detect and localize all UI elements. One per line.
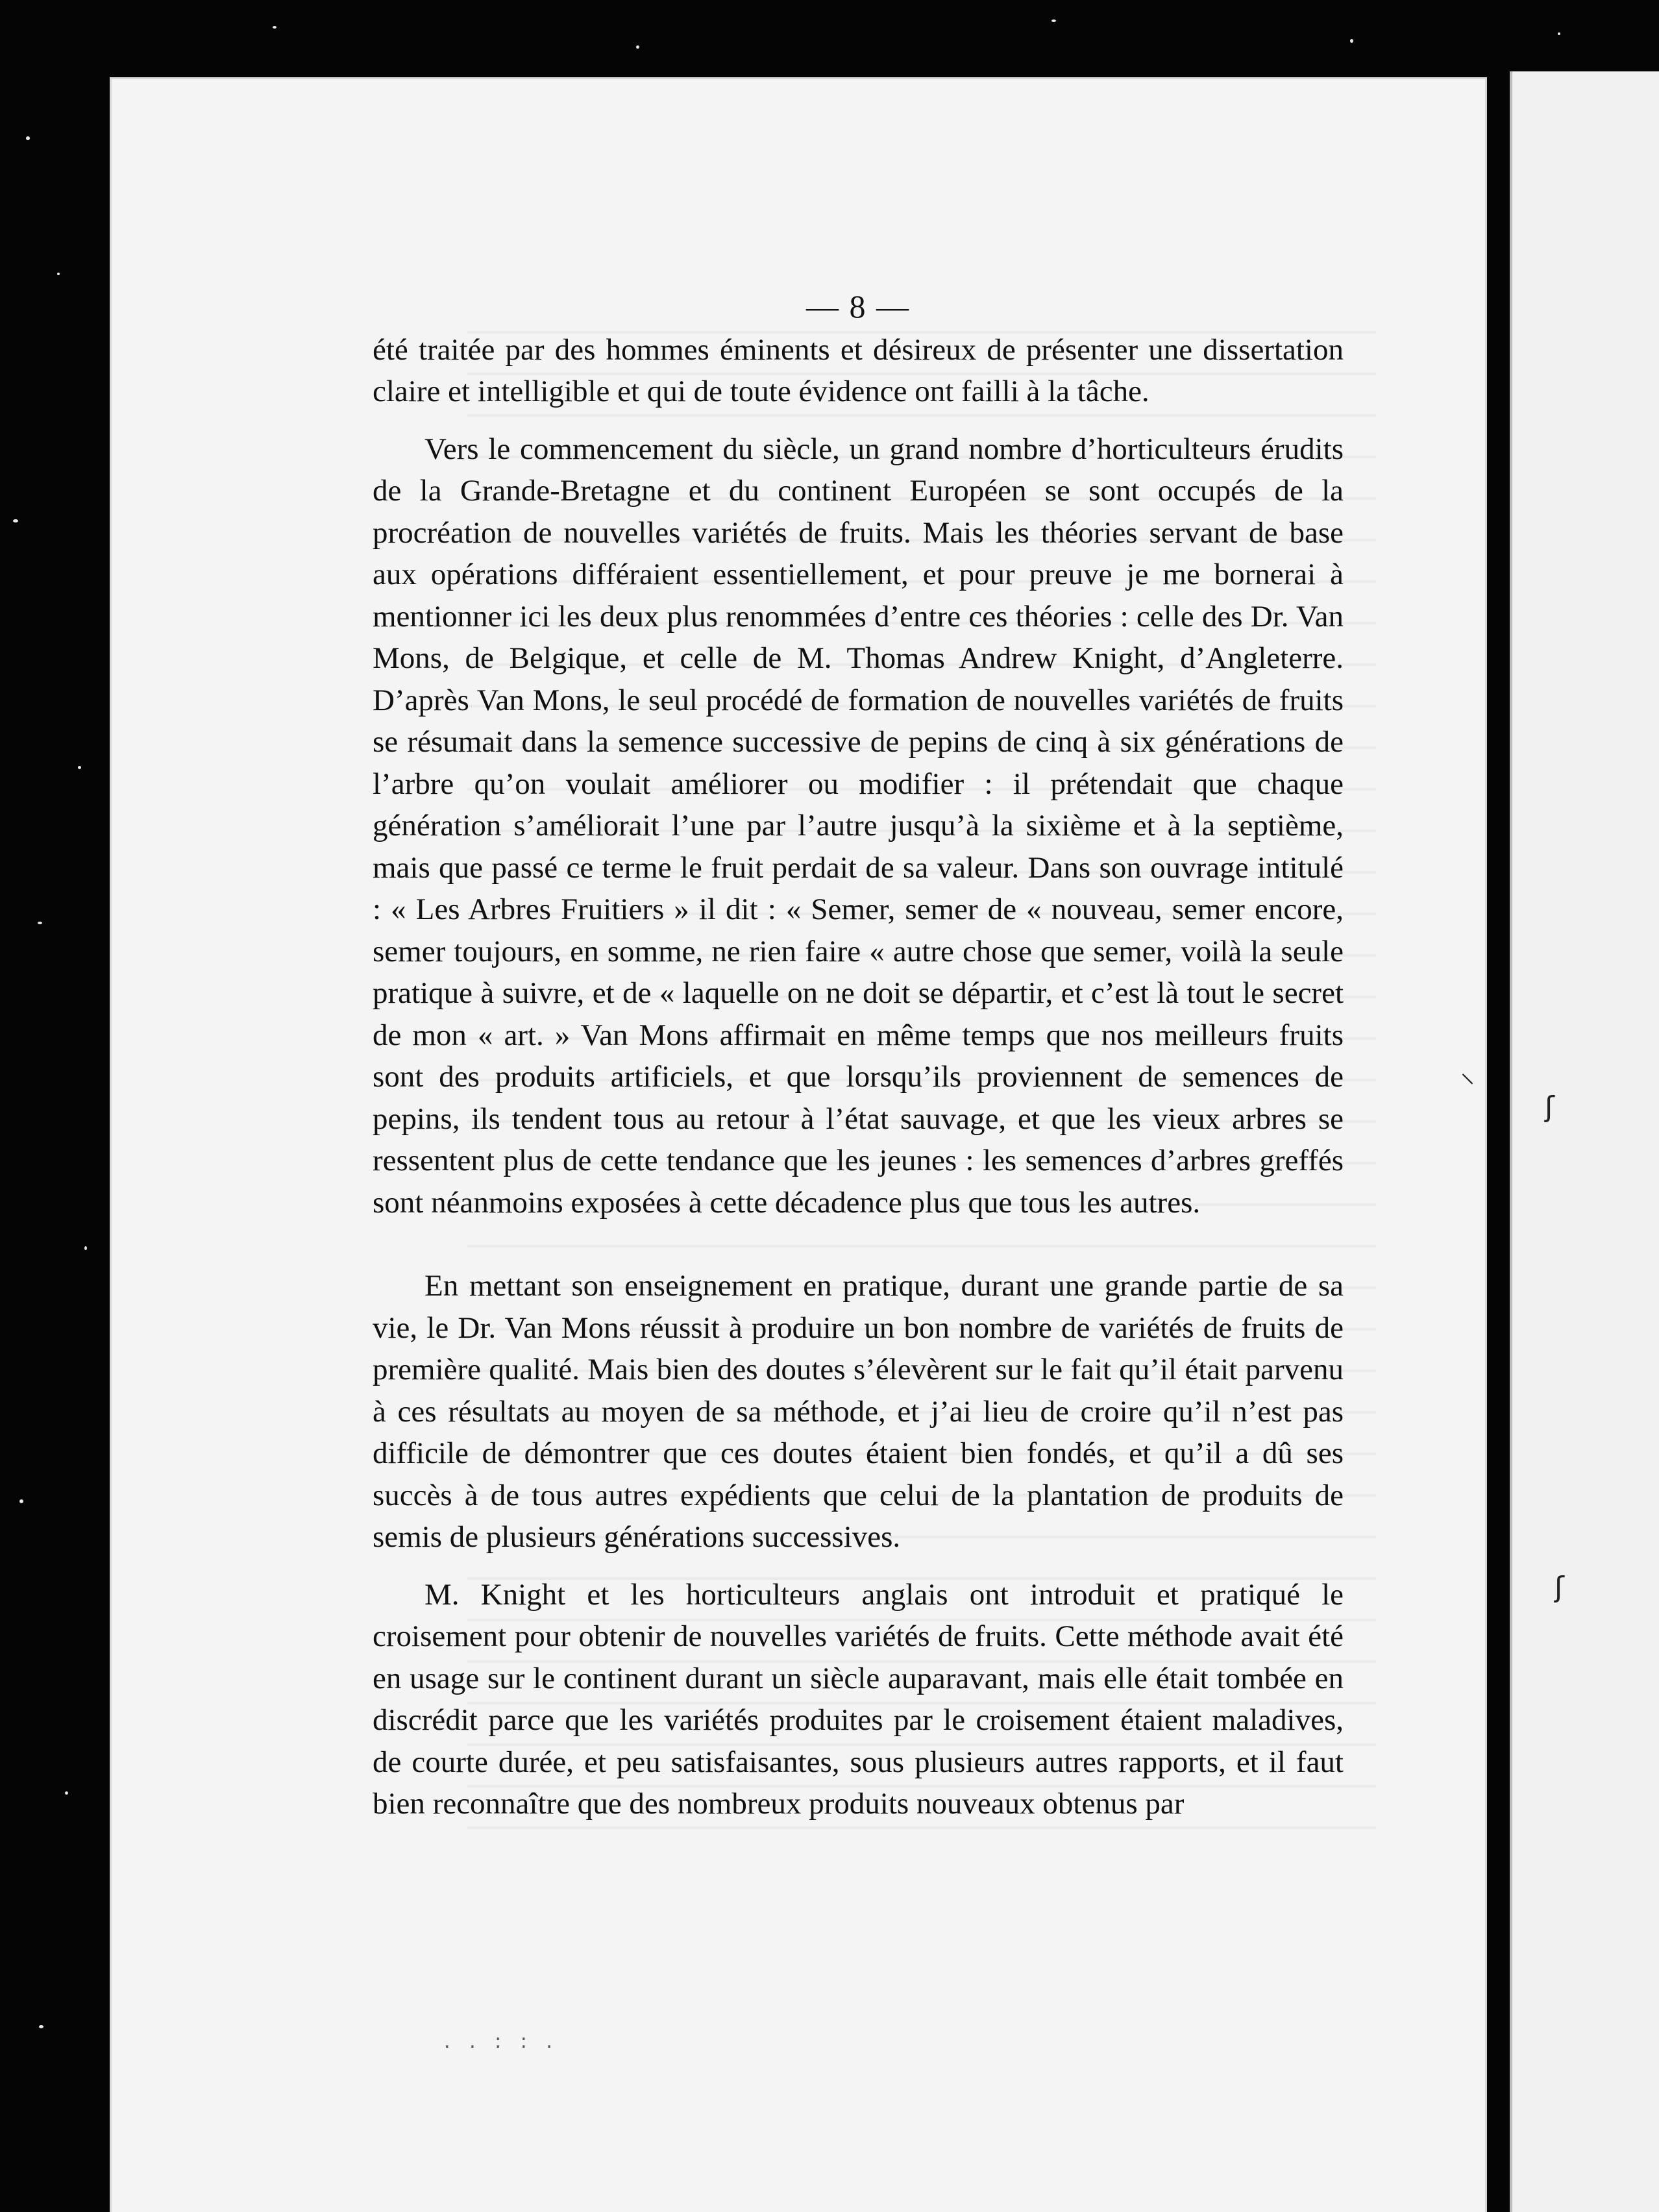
paragraph-knight-crossing: M. Knight et les horticulteurs anglais ont introduit et pratiqué le croisement pour obtenir de nouvelles variétés de fruits. Cette méthode avait été en usage sur le continent durant un siècle auparavant, mais elle était tombée en discrédit parce que les variétés produites par le croisement étaient maladives, de courte durée, et peu satisfaisantes, sous plusieurs autres rapports, et il faut bien reconnaître que des nombreux produits nouveaux obtenus par — [373, 1577, 1344, 1821]
scan-speckle — [38, 922, 42, 924]
footer-marks: . . : : . — [444, 2030, 559, 2053]
margin-mark: ʃ — [1545, 1090, 1555, 1124]
page-body — [373, 286, 1344, 1841]
paragraph-van-mons-results: En mettant son enseignement en pratique, durant une grande partie de sa vie, le Dr. Van Mons réussit à produire un bon nombre de variétés de fruits de première qualité. Mais bien des doutes s’élevèrent sur le fait qu’il était parvenu à ces résultats au moyen de sa méthode, et j’ai lieu de croire qu’il n’est pas difficile de démontrer que ces doutes étaient bien fondés, et qu’il a dû ses succès à de tous autres expédients que celui de la plantation de produits de semis de plusieurs générations successives. — [373, 1269, 1344, 1554]
scan-speckle — [65, 1791, 68, 1795]
facing-page-edge — [1510, 71, 1659, 2212]
scan-speckle — [39, 2025, 43, 2028]
scan-speckle — [84, 1246, 87, 1250]
page-number: — 8 — — [806, 288, 910, 325]
scan-speckle — [26, 136, 30, 140]
scan-speckle — [57, 273, 60, 275]
scan-speckle — [1051, 19, 1056, 22]
scan-speckle — [13, 519, 18, 522]
scan-speckle — [1350, 39, 1353, 43]
scan-speckle — [636, 45, 639, 49]
scan-speckle — [19, 1499, 23, 1503]
paragraph-continuation: été traitée par des hommes éminents et désireux de présenter une dissertation claire et intelligible et qui de toute évidence ont failli à la tâche. — [373, 332, 1344, 408]
scan-speckle — [1558, 32, 1560, 35]
scan-speckle — [273, 26, 276, 29]
paragraph-van-mons-theory: Vers le commencement du siècle, un grand nombre d’horticulteurs érudits de la Grande-Bretagne et du continent Européen se sont occupés de la procréation de nouvelles variétés de fruits. Mais les théories servant de base aux opérations différaient essentiellement, et pour preuve je me bornerai à mentionner ici les deux plus renommées d’entre ces théories : celle des Dr. Van Mons, de Belgique, et celle de M. Thomas Andrew Knight, d’Angleterre. D’après Van Mons, le seul procédé de formation de nouvelles variétés de fruits se résumait dans la semence successive de pepins de cinq à six générations de l’arbre qu’on voulait améliorer ou modifier : il prétendait que chaque génération s’améliorait l’une par l’autre jusqu’à la sixième et à la septième, mais que passé ce terme le fruit perdait de sa valeur. Dans son ouvrage intitulé : « Les Arbres Fruitiers » il dit : « Semer, semer de « nouveau, semer encore, semer toujours, en somme, ne rien faire « autre chose que semer, voilà la seule pratique à suivre, et de « laquelle on ne doit se départir, et c’est là tout le secret de mon « art. » Van Mons affirmait en même temps que nos meilleurs fruits sont des produits artificiels, et que lorsqu’ils proviennent de semences de pepins, ils tendent tous au retour à l’état sauvage, et que les vieux arbres se ressentent plus de cette tendance que les jeunes : les semences d’arbres greffés sont néanmoins exposées à cette décadence plus que tous les autres. — [373, 432, 1344, 1220]
scan-speckle — [78, 766, 81, 769]
margin-mark: ʃ — [1555, 1571, 1564, 1604]
margin-mark: ⸜ — [1460, 1056, 1475, 1089]
